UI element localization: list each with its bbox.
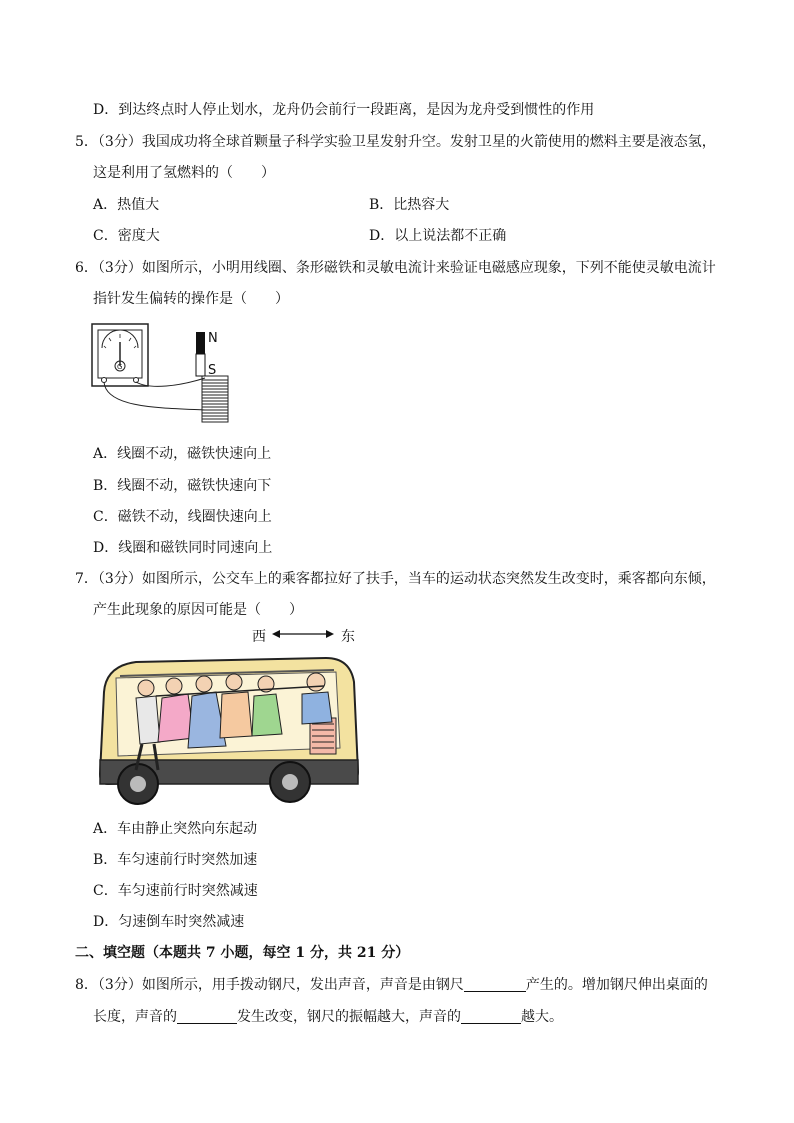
direction-east-label: 东 [341, 629, 355, 645]
q8-text-1: 8．（3分）如图所示，用手拨动钢尺，发出声音，声音是由钢尺 [75, 977, 464, 993]
q4-option-d: D．到达终点时人停止划水，龙舟仍会前行一段距离，是因为龙舟受到惯性的作用 [93, 102, 595, 118]
q8-blank-2[interactable] [177, 1009, 237, 1024]
q7-stem-line2: 产生此现象的原因可能是（ ） [93, 602, 303, 618]
q8-blank-1[interactable] [464, 977, 526, 992]
coil [202, 376, 228, 422]
q5-option-b: B．比热容大 [369, 197, 450, 213]
q7-option-b: B．车匀速前行时突然加速 [93, 852, 258, 868]
magnet-pole-n: N [208, 331, 218, 346]
bar-magnet [196, 332, 205, 376]
direction-west-label: 西 [252, 629, 266, 645]
svg-text:G: G [117, 363, 123, 371]
q6-stem-line1: 6．（3分）如图所示，小明用线圈、条形磁铁和灵敏电流计来验证电磁感应现象，下列不能使灵敏电流计 [75, 260, 716, 276]
q7-option-a: A．车由静止突然向东起动 [93, 821, 258, 837]
q5-option-d: D．以上说法都不正确 [369, 228, 507, 244]
q6-option-d: D．线圈和磁铁同时同速向上 [93, 540, 273, 556]
q7-option-c: C．车匀速前行时突然减速 [93, 883, 258, 899]
q6-option-b: B．线圈不动，磁铁快速向下 [93, 478, 272, 494]
bus-passengers-figure [96, 652, 364, 810]
bus-wheel-left [118, 764, 158, 804]
q5-stem-line1: 5．（3分）我国成功将全球首颗量子科学实验卫星发射升空。发射卫星的火箭使用的燃料主要是液态氢， [75, 134, 716, 150]
q8-text-3: 长度，声音的 [93, 1009, 177, 1025]
q7-stem-line1: 7．（3分）如图所示，公交车上的乘客都拉好了扶手，当车的运动状态突然发生改变时，乘客都向东倾， [75, 571, 716, 587]
q7-option-d: D．匀速倒车时突然减速 [93, 914, 245, 930]
q8-text-2: 产生的。增加钢尺伸出桌面的 [525, 977, 708, 993]
q8-blank-3[interactable] [461, 1009, 521, 1024]
magnet-pole-s: S [208, 363, 217, 378]
galvanometer [92, 324, 148, 386]
bus-wheel-right [270, 762, 310, 802]
q8-text-5: 越大。 [521, 1009, 563, 1025]
q8-line1 [75, 975, 708, 995]
q6-option-c: C．磁铁不动，线圈快速向上 [93, 509, 272, 525]
q8-line2 [93, 1007, 563, 1027]
double-arrow-icon [272, 627, 334, 641]
section-2-heading: 二、填空题（本题共 7 小题，每空 1 分，共 21 分） [75, 945, 410, 961]
q8-text-4: 发生改变，钢尺的振幅越大，声音的 [237, 1009, 461, 1025]
q6-option-a: A．线圈不动，磁铁快速向上 [93, 446, 272, 462]
q6-stem-line2: 指针发生偏转的操作是（ ） [93, 291, 289, 307]
q5-stem-line2: 这是利用了氢燃料的（ ） [93, 165, 275, 181]
q5-option-a: A．热值大 [93, 197, 160, 213]
q5-option-c: C．密度大 [93, 228, 160, 244]
